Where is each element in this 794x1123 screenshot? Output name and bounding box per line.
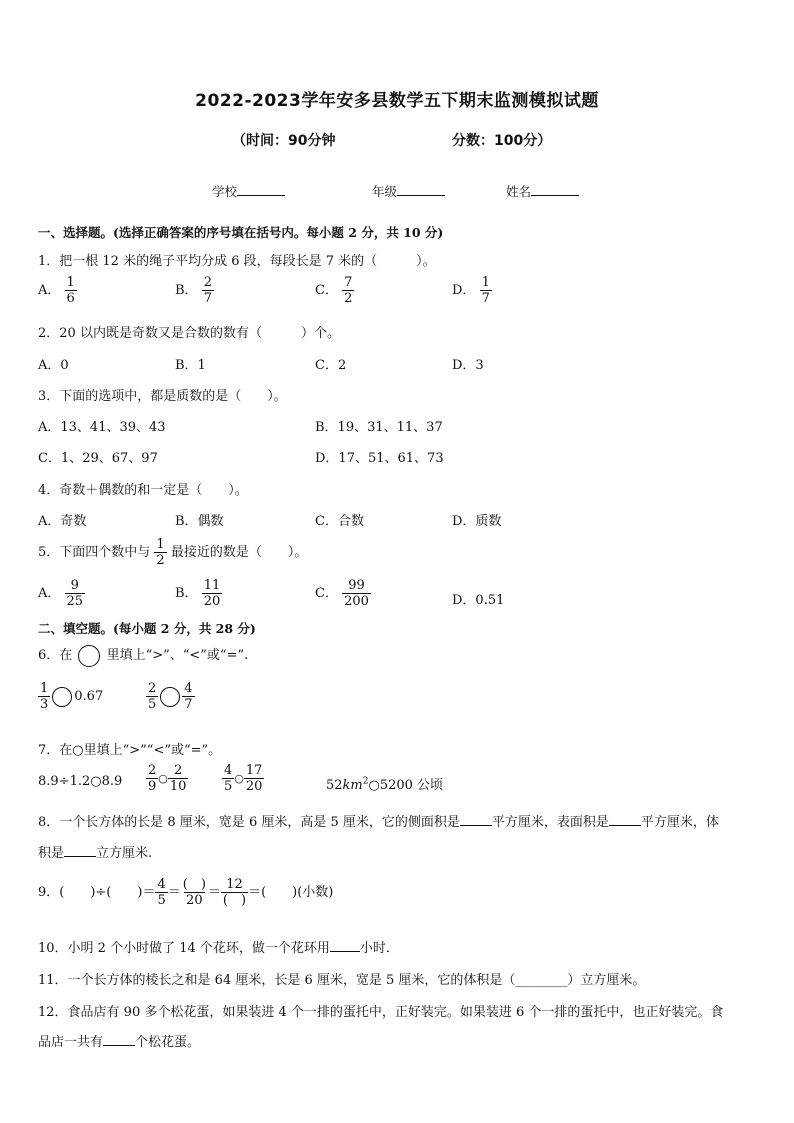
question-5: 5．下面四个数中与 $\frac{1}{2}$ 最接近的数是（ ）。 bbox=[38, 537, 308, 568]
answer-blank[interactable] bbox=[609, 813, 641, 826]
q7-item-2: $\frac{2}{9}$ ○ $\frac{2}{10}$ bbox=[148, 763, 187, 794]
question-8-line-1: 8．一个长方体的长是 8 厘米，宽是 6 厘米，高是 5 厘米，它的侧面积是 平方厘米，表面积是 平方厘米，体 bbox=[38, 815, 719, 830]
circle-icon bbox=[78, 645, 100, 667]
q3-option-c: C．1、29、67、97 bbox=[38, 451, 158, 466]
question-6: 6．在 里填上“>”、“<”或“=”. bbox=[38, 644, 248, 667]
page-title: 2022-2023学年安多县数学五下期末监测模拟试题 bbox=[195, 91, 599, 111]
q5-option-b: B． $\frac{11}{20}$ bbox=[175, 578, 221, 609]
question-1: 1．把一根 12 米的绳子平均分成 6 段，每段长是 7 米的（ ）。 bbox=[38, 254, 436, 269]
q7-item-4: $52km^2○5200$ 公顷 bbox=[326, 776, 444, 793]
section2-heading: 二、填空题。(每小题 2 分，共 28 分) bbox=[38, 621, 256, 636]
q2-option-d: D．3 bbox=[452, 358, 484, 373]
q1-option-a: A． $\frac{1}{6}$ bbox=[38, 275, 75, 306]
q3-option-b: B．19、31、11、37 bbox=[315, 420, 443, 435]
q7-item-1: 8.9÷1.2○8.9 bbox=[38, 774, 123, 789]
grade-blank bbox=[397, 183, 445, 196]
school-blank bbox=[237, 183, 285, 196]
q1-option-b: B． $\frac{2}{7}$ bbox=[175, 275, 212, 306]
answer-blank[interactable] bbox=[460, 813, 492, 826]
q6-item-1: $\frac{1}{3}$ 0.67 bbox=[40, 681, 104, 712]
grade-label: 年级 bbox=[372, 184, 398, 199]
question-9: 9．( )÷( )＝ $\frac{4}{5}$ ＝ $\frac{( )}{20}$ ＝ $\frac{12}{( )}$ ＝( )(小数) bbox=[38, 877, 334, 908]
q4-option-c: C．合数 bbox=[315, 514, 364, 529]
question-2: 2．20 以内既是奇数又是合数的数有（ ）个。 bbox=[38, 326, 340, 341]
question-4: 4．奇数＋偶数的和一定是（ ）。 bbox=[38, 483, 248, 498]
question-12-line-1: 12．食品店有 90 多个松花蛋，如果装进 4 个一排的蛋托中，正好装完。如果装进 6 个一排的蛋托中，也正好装完。食 bbox=[38, 1005, 724, 1020]
school-field bbox=[212, 182, 285, 200]
q4-option-b: B．偶数 bbox=[175, 514, 224, 529]
section1-heading: 一、选择题。(选择正确答案的序号填在括号内。每小题 2 分，共 10 分) bbox=[38, 225, 444, 240]
question-8-line-2: 积是 立方厘米. bbox=[38, 846, 153, 861]
q7-item-3: $\frac{4}{5}$ ○ $\frac{17}{20}$ bbox=[224, 763, 263, 794]
q5-option-c: C． $\frac{99}{200}$ bbox=[315, 578, 369, 609]
school-label: 学校 bbox=[212, 184, 238, 199]
circle-icon bbox=[52, 687, 72, 707]
circle-icon bbox=[160, 687, 180, 707]
q5-option-d: D．0.51 bbox=[452, 593, 505, 608]
exam-time: （时间：90分钟 bbox=[232, 133, 336, 149]
answer-blank[interactable] bbox=[103, 1033, 135, 1046]
name-field bbox=[506, 182, 579, 200]
q5-option-a: A． $\frac{9}{25}$ bbox=[38, 578, 84, 609]
answer-blank[interactable] bbox=[64, 844, 96, 857]
q2-option-a: A．0 bbox=[38, 358, 69, 373]
name-blank bbox=[531, 183, 579, 196]
question-3: 3．下面的选项中，都是质数的是（ ）。 bbox=[38, 389, 287, 404]
grade-field bbox=[372, 182, 445, 200]
exam-score: 分数：100分） bbox=[452, 133, 552, 149]
question-7: 7．在○里填上“>”“<”或“=”。 bbox=[38, 743, 222, 758]
question-12-line-2: 品店一共有 个松花蛋。 bbox=[38, 1035, 201, 1050]
q4-option-a: A．奇数 bbox=[38, 514, 87, 529]
q1-option-c: C． $\frac{7}{2}$ bbox=[315, 275, 353, 306]
name-label: 姓名 bbox=[506, 184, 532, 199]
q4-option-d: D．质数 bbox=[452, 514, 502, 529]
q3-option-d: D．17、51、61、73 bbox=[315, 451, 444, 466]
q3-option-a: A．13、41、39、43 bbox=[38, 420, 166, 435]
answer-blank[interactable] bbox=[330, 939, 360, 952]
q1-option-d: D． $\frac{1}{7}$ bbox=[452, 275, 490, 306]
q2-option-b: B．1 bbox=[175, 358, 206, 373]
question-11: 11．一个长方体的棱长之和是 64 厘米，长是 6 厘米，宽是 5 厘米，它的体积是（________）立方厘米。 bbox=[38, 973, 646, 988]
q6-item-2: $\frac{2}{5}$ $\frac{4}{7}$ bbox=[148, 681, 193, 712]
q2-option-c: C．2 bbox=[315, 358, 347, 373]
question-10: 10．小明 2 个小时做了 14 个花环，做一个花环用 小时． bbox=[38, 941, 399, 956]
